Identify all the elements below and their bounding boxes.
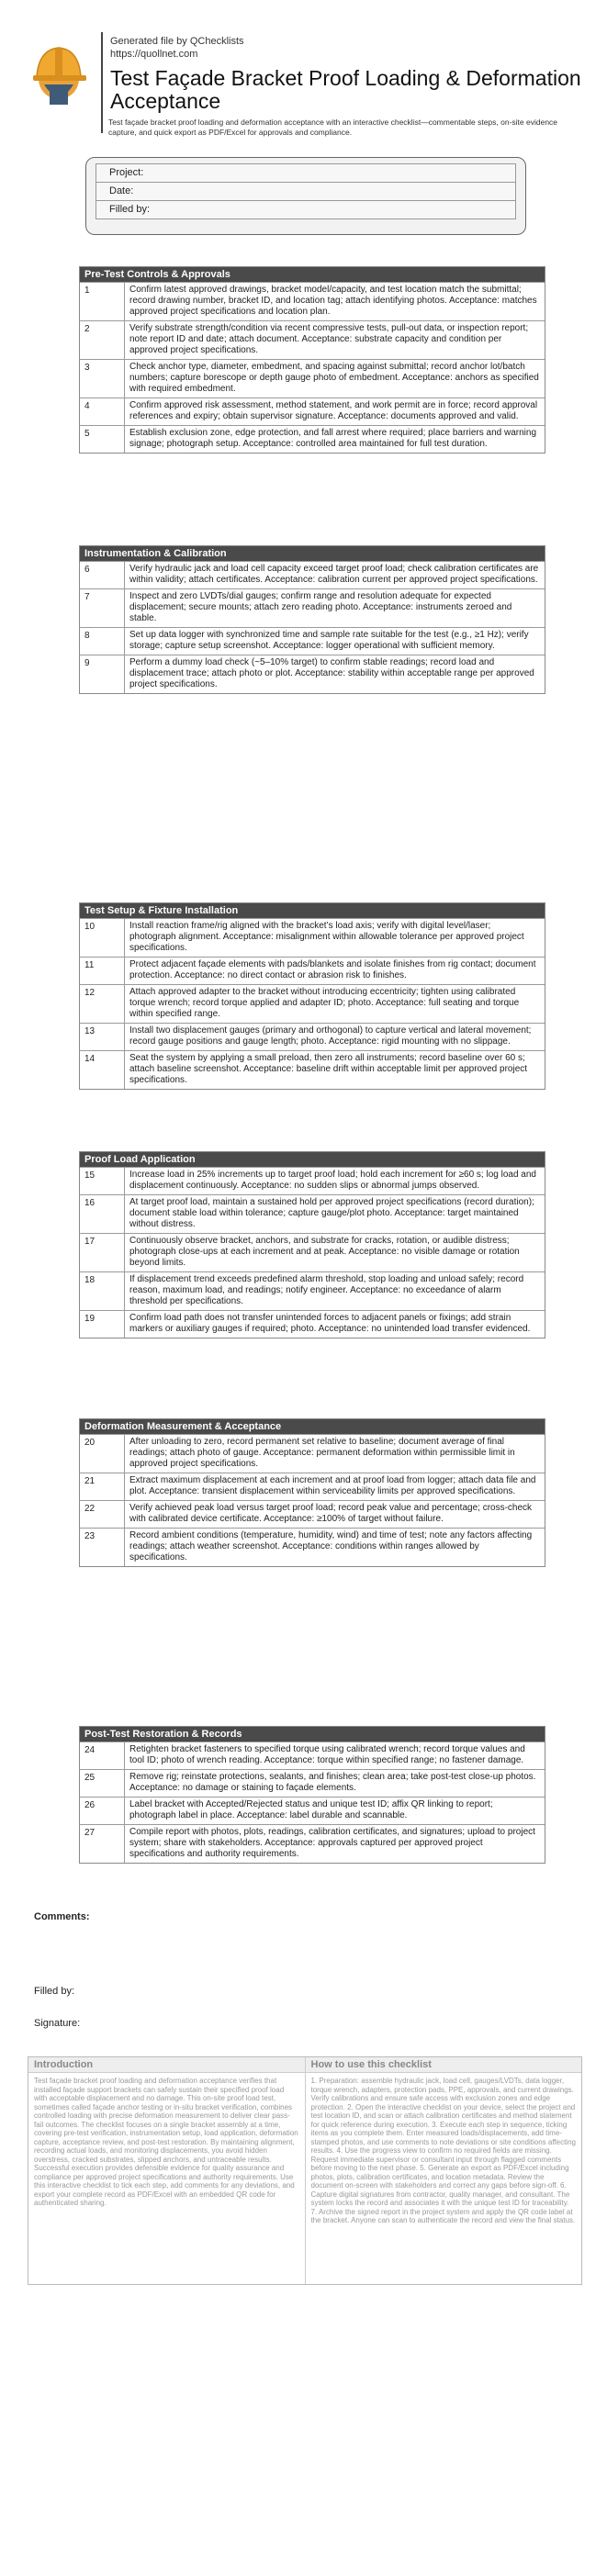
item-text: Set up data logger with synchronized time and sample rate suitable for the test (e.g., ≥1 Hz); verify storage; capture setup screenshot. Acceptance: logger operational with sufficient memory.	[129, 630, 529, 651]
item-number: 12	[80, 985, 125, 1023]
checklist-row[interactable]	[80, 1769, 545, 1797]
item-text: Remove rig; reinstate protections, sealants, and finishes; clean area; take post-test close-up photos. Acceptance: no damage or staining to façade elements.	[129, 1772, 536, 1793]
checklist-row[interactable]	[80, 425, 545, 453]
filled-by-label[interactable]: Filled by:	[34, 1986, 75, 1997]
item-text: Increase load in 25% increments up to target proof load; hold each increment for ≥60 s; log load and displacement continuously. Acceptance: no sudden slips or abnormal jumps observed.	[129, 1170, 536, 1191]
introduction-panel	[28, 2057, 305, 2284]
item-text: Confirm approved risk assessment, method statement, and work permit are in force; record approval references and expiry; obtain supervisor signature. Acceptance: documents approved and valid.	[129, 400, 538, 421]
how-to-title: How to use this checklist	[306, 2057, 582, 2073]
section-instrumentation	[79, 545, 545, 694]
checklist-row[interactable]	[80, 282, 545, 320]
checklist-row[interactable]	[80, 1233, 545, 1271]
item-number: 20	[80, 1435, 125, 1473]
item-text: Establish exclusion zone, edge protection, and fall arrest where required; place barriers and warning signage; photograph setup. Acceptance: controlled area maintained for full test duration.	[129, 428, 537, 449]
item-text: Protect adjacent façade elements with pads/blankets and isolate finishes from rig contact; document protection. Acceptance: no direct contact or abrasion risk to finishes.	[129, 959, 536, 980]
checklist-row[interactable]	[80, 1434, 545, 1473]
section-title: Post-Test Restoration & Records	[80, 1727, 545, 1742]
introduction-text: Test façade bracket proof loading and deformation acceptance verifies that installed façade support brackets can safely sustain their specified proof load with acceptable displacement and no damage. This on-site proof load test, sometimes called façade anchor testing or in-situ bracket verification, combines controlled loading with precise deformation measurement to deliver clear pass-fail outcomes. The checklist focuses on a single bracket assembly at a time, covering pre-test verification, instrumentation setup, load application, deformation capture, acceptance review, and post-test restoration. By maintaining alignment, recording actual loads, and monitoring displacements, you avoid hidden overstress, cracked substrates, slipped anchors, and untraceable results. Successful execution provides defensible evidence for quality assurance and compliance per approved project specifications and authority requirements. Use this interactive checklist to tick each step, add comments for any deviations, and export your complete record as PDF/Excel with an embedded QR code for authenticated sharing.	[34, 2077, 298, 2207]
item-text: Verify substrate strength/condition via recent compressive tests, pull-out data, or inspection report; note report ID and date; attach document. Acceptance: substrate capacity and condition per approved project specifications.	[129, 323, 529, 355]
item-number: 27	[80, 1825, 125, 1863]
checklist-row[interactable]	[80, 359, 545, 398]
item-number: 22	[80, 1501, 125, 1528]
item-text: Inspect and zero LVDTs/dial gauges; confirm range and resolution adequate for expected displacement; secure mounts; attach zero reading photo. Acceptance: instruments zeroed and stable.	[129, 591, 512, 623]
checklist-row[interactable]	[80, 1742, 545, 1769]
item-text: Verify hydraulic jack and load cell capacity exceed target proof load; check calibration certificates are within validity; attach certificates. Acceptance: calibration current per approved project specifications.	[129, 564, 539, 585]
item-number: 19	[80, 1311, 125, 1338]
checklist-row[interactable]	[80, 627, 545, 655]
item-number: 13	[80, 1024, 125, 1050]
checklist-row[interactable]	[80, 655, 545, 693]
item-number: 1	[80, 283, 125, 320]
item-text: Extract maximum displacement at each increment and at proof load from logger; attach data file and plot. Acceptance: transient displacement within serviceability limits per approved specifications.	[129, 1475, 536, 1496]
page-title: Test Façade Bracket Proof Loading & Deformation Acceptance	[110, 66, 581, 113]
how-to-panel	[305, 2057, 582, 2284]
section-proof-load	[79, 1151, 545, 1338]
item-number: 7	[80, 589, 125, 627]
page-subtitle: Test façade bracket proof loading and deformation acceptance with an interactive checklist—commentable steps, on-site evidence capture, and quick export as PDF/Excel for approvals and compliance.	[108, 118, 558, 137]
how-to-text: 1. Preparation: assemble hydraulic jack, load cell, gauges/LVDTs, data logger, torque wrench, adapters, protection pads, PPE, approvals, and current drawings. Verify calibrations and ensure safe access with exclusion zones and edge protection. 2. Open the interactive checklist on your device, select the project and test location ID, and scan or attach calibration certificates and method statement for quick reference during execution. 3. Execute each step in sequence, ticking items as you complete them. Enter measured loads/displacements, add time-stamped photos, and use comments to note deviations or site conditions affecting results. 4. Use the progress view to confirm no required fields are missing. Request immediate supervisor or consultant input through flagged comments before moving to the next phase. 5. Generate an export as PDF/Excel including photos, plots, calibration certificates, and location metadata. Review the document on-screen with stakeholders and correct any gaps before sign-off. 6. Capture digital signatures from contractor, quality manager, and consultant. The system locks the record and associates it with the unique test ID for traceability. 7. Archive the signed report in the project system and apply the QR code label at the bracket. Anyone can scan to authenticate the record and view the final status.	[310, 2077, 576, 2224]
generator-info	[110, 35, 244, 61]
item-number: 3	[80, 360, 125, 398]
checklist-row[interactable]	[80, 1824, 545, 1863]
item-text: Seat the system by applying a small preload, then zero all instruments; record baseline over 60 s; attach baseline screenshot. Acceptance: baseline drift within acceptable limit per approved project specifications.	[129, 1053, 528, 1085]
checklist-row[interactable]	[80, 918, 545, 957]
checklist-row[interactable]	[80, 1271, 545, 1310]
item-text: Record ambient conditions (temperature, humidity, wind) and time of test; note any factors affecting readings; attach weather screenshot. Acceptance: conditions within ranges allowed by specifications.	[129, 1530, 533, 1562]
filled-by-field[interactable]: Filled by:	[96, 201, 516, 219]
item-number: 5	[80, 426, 125, 453]
item-text: After unloading to zero, record permanent set relative to baseline; document average of final readings; attach photo of gauge. Acceptance: permanent deformation within permissible limit in approved project specifications.	[129, 1437, 515, 1469]
item-number: 11	[80, 958, 125, 984]
section-test-setup	[79, 902, 545, 1090]
item-number: 25	[80, 1770, 125, 1797]
checklist-row[interactable]	[80, 398, 545, 425]
introduction-title: Introduction	[28, 2057, 305, 2073]
signature-label[interactable]: Signature:	[34, 2018, 81, 2029]
section-title: Test Setup & Fixture Installation	[80, 903, 545, 918]
item-number: 15	[80, 1168, 125, 1194]
checklist-row[interactable]	[80, 1528, 545, 1566]
item-text: Install two displacement gauges (primary and orthogonal) to capture vertical and lateral movement; record gauge positions and gauge length; photo. Acceptance: rigid mounting with no slippage.	[129, 1025, 532, 1047]
item-number: 23	[80, 1529, 125, 1566]
item-text: If displacement trend exceeds predefined alarm threshold, stop loading and unload safely; record reason, maximum load, and readings; notify engineer. Acceptance: no exceedance of alarm threshold per specifications.	[129, 1274, 524, 1306]
date-field[interactable]: Date:	[96, 183, 516, 201]
checklist-row[interactable]	[80, 320, 545, 359]
section-title: Deformation Measurement & Acceptance	[80, 1419, 545, 1434]
project-info-box	[85, 157, 526, 235]
checklist-row[interactable]	[80, 1167, 545, 1194]
item-text: Install reaction frame/rig aligned with the bracket’s load axis; verify with digital level/laser; photograph alignment. Acceptance: misalignment within allowable tolerance per approved project specifications.	[129, 921, 524, 953]
info-panels	[28, 2056, 582, 2285]
checklist-row[interactable]	[80, 561, 545, 588]
item-number: 8	[80, 628, 125, 655]
item-number: 21	[80, 1473, 125, 1500]
header-divider	[101, 32, 103, 133]
item-number: 14	[80, 1051, 125, 1089]
section-title: Pre-Test Controls & Approvals	[80, 267, 545, 282]
section-deformation	[79, 1418, 545, 1567]
checklist-row[interactable]	[80, 1194, 545, 1233]
checklist-row[interactable]	[80, 588, 545, 627]
item-text: Attach approved adapter to the bracket without introducing eccentricity; tighten using calibrated torque wrench; record torque applied and adapter ID; photo. Acceptance: full seating and torque within specified range.	[129, 987, 520, 1019]
item-number: 18	[80, 1272, 125, 1310]
item-text: Label bracket with Accepted/Rejected status and unique test ID; affix QR linking to report; photograph label in place. Acceptance: label durable and scannable.	[129, 1799, 493, 1820]
checklist-row[interactable]	[80, 957, 545, 984]
section-title: Instrumentation & Calibration	[80, 546, 545, 561]
quollnet-logo	[28, 37, 92, 110]
checklist-row[interactable]	[80, 1797, 545, 1824]
item-text: Continuously observe bracket, anchors, and substrate for cracks, rotation, or audible distress; photograph close-ups at each increment and at peak. Acceptance: no visible damage or rotation beyond limits.	[129, 1236, 520, 1268]
item-text: At target proof load, maintain a sustained hold per approved project specifications (record duration); document stable load within tolerance; capture gauge/plot photo. Acceptance: target maintained without distress.	[129, 1197, 534, 1229]
item-text: Retighten bracket fasteners to specified torque using calibrated wrench; record torque values and tool ID; photo of wrench reading. Acceptance: torque within specified range; no fastener damage.	[129, 1744, 525, 1765]
item-number: 4	[80, 398, 125, 425]
checklist-row[interactable]	[80, 1500, 545, 1528]
item-text: Check anchor type, diameter, embedment, and spacing against submittal; record anchor lot/batch numbers; capture borescope or depth gauge photo of embedment. Acceptance: anchors as specified with required embedment.	[129, 362, 539, 394]
item-number: 17	[80, 1234, 125, 1271]
section-post-test	[79, 1726, 545, 1864]
item-text: Perform a dummy load check (~5–10% target) to confirm stable readings; record load and displacement trace; attach photo or plot. Acceptance: stability within acceptable range per approved project specifications.	[129, 657, 534, 689]
section-title: Proof Load Application	[80, 1152, 545, 1167]
checklist-row[interactable]	[80, 984, 545, 1023]
checklist-row[interactable]	[80, 1050, 545, 1089]
checklist-row[interactable]	[80, 1023, 545, 1050]
item-text: Compile report with photos, plots, readings, calibration certificates, and signatures; upload to project system; share with stakeholders. Acceptance: approvals captured per approved project specifications and authority requirements.	[129, 1827, 535, 1859]
generated-by-text: Generated file by QChecklists	[110, 36, 244, 47]
item-text: Confirm latest approved drawings, bracket model/capacity, and test location match the submittal; record drawing number, bracket ID, and location tag; attach identifying photos. Acceptance: matches approved project specifications and location plan.	[129, 285, 537, 317]
checklist-row[interactable]	[80, 1473, 545, 1500]
item-number: 24	[80, 1742, 125, 1769]
source-url-link[interactable]: https://quollnet.com	[110, 49, 198, 60]
project-field[interactable]: Project:	[96, 163, 516, 183]
checklist-row[interactable]	[80, 1310, 545, 1338]
item-number: 6	[80, 562, 125, 588]
document-header	[28, 28, 579, 138]
item-number: 26	[80, 1798, 125, 1824]
item-number: 9	[80, 655, 125, 693]
comments-label[interactable]: Comments:	[34, 1911, 90, 1922]
item-text: Verify achieved peak load versus target proof load; record peak value and percentage; cross-check with calibrated device certificate. Acceptance: ≥100% of target without failure.	[129, 1503, 533, 1524]
item-number: 2	[80, 321, 125, 359]
section-pre-test-controls	[79, 266, 545, 454]
item-number: 16	[80, 1195, 125, 1233]
item-text: Confirm load path does not transfer unintended forces to adjacent panels or fixings; add strain markers or auxiliary gauges if required; photo. Acceptance: no unintended load transfer evidenced.	[129, 1313, 531, 1334]
item-number: 10	[80, 919, 125, 957]
